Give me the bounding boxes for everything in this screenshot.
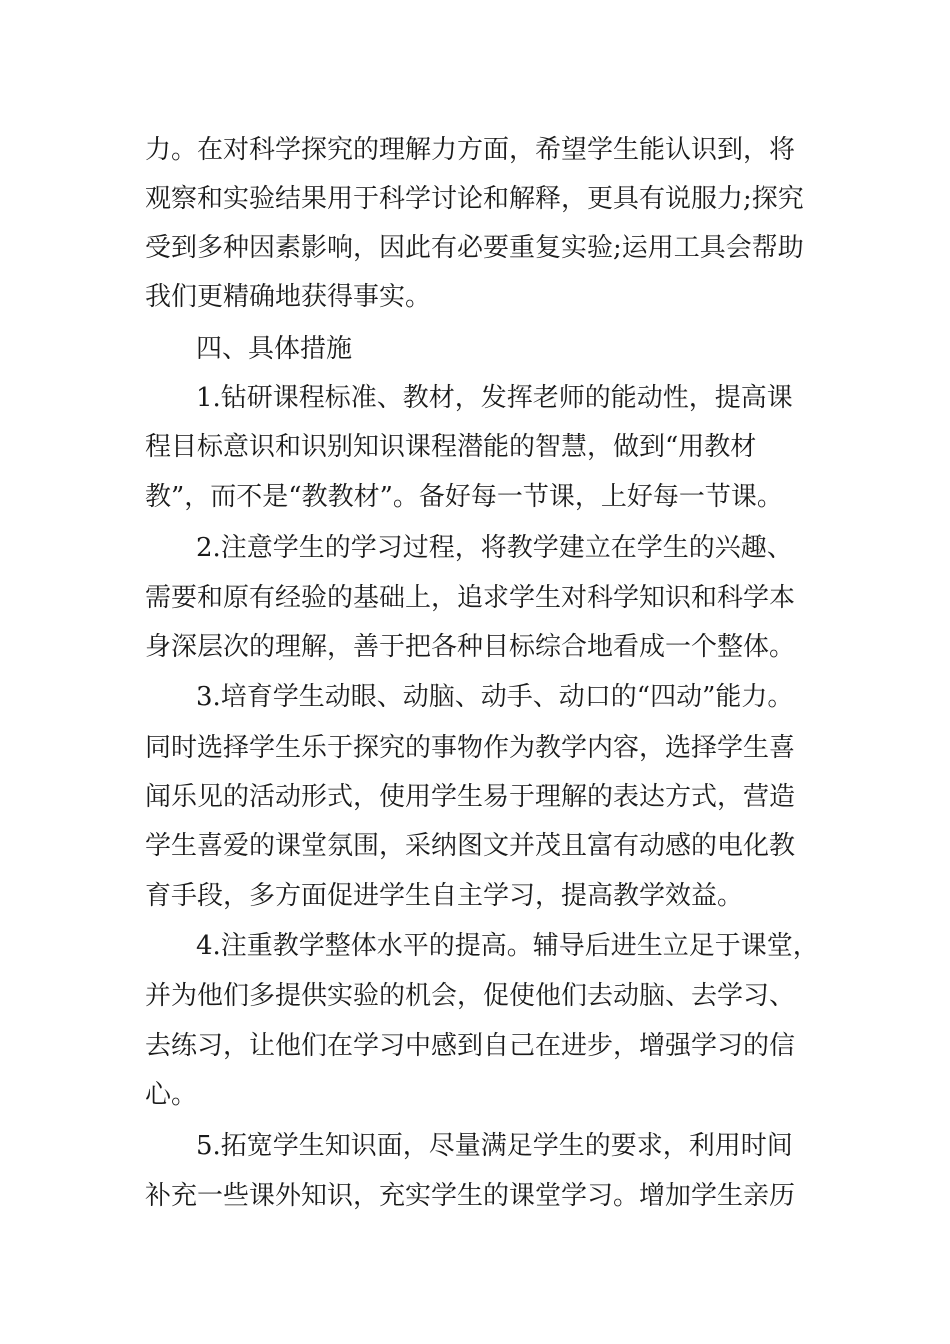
text-line: 并为他们多提供实验的机会，促使他们去动脑、去学习、 [145,981,796,1011]
text-line: 补充一些课外知识，充实学生的课堂学习。增加学生亲历 [145,1181,796,1211]
text-line: 受到多种因素影响，因此有必要重复实验;运用工具会帮助 [145,233,804,263]
text-line: 去练习，让他们在学习中感到自己在进步，增强学习的信 [145,1031,796,1061]
text-line: 程目标意识和识别知识课程潜能的智慧，做到“用教材 [145,432,757,462]
text-line: 2.注意学生的学习过程，将教学建立在学生的兴趣、 [196,533,793,563]
text-line: 同时选择学生乐于探究的事物作为教学内容，选择学生喜 [145,733,796,763]
text-line: 4.注重教学整体水平的提高。辅导后进生立足于课堂， [196,931,819,961]
text-line: 学生喜爱的课堂氛围，采纳图文并茂且富有动感的电化教 [145,831,796,861]
text-line: 我们更精确地获得事实。 [145,282,432,312]
text-line: 育手段，多方面促进学生自主学习，提高教学效益。 [145,881,744,911]
text-line: 力。在对科学探究的理解力方面，希望学生能认识到，将 [145,135,796,165]
text-line: 身深层次的理解，善于把各种目标综合地看成一个整体。 [145,632,796,662]
text-line: 1.钻研课程标准、教材，发挥老师的能动性，提高课 [196,383,793,413]
text-line: 5.拓宽学生知识面，尽量满足学生的要求，利用时间 [196,1131,793,1161]
section-heading: 四、具体措施 [196,334,353,364]
text-line: 观察和实验结果用于科学讨论和解释，更具有说服力;探究 [145,184,804,214]
text-line: 心。 [145,1080,198,1110]
text-line: 3.培育学生动眼、动脑、动手、动口的“四动”能力。 [196,682,794,712]
text-line: 需要和原有经验的基础上，追求学生对科学知识和科学本 [145,583,796,613]
text-line: 教”，而不是“教教材”。备好每一节课，上好每一节课。 [145,482,783,512]
text-line: 闻乐见的活动形式，使用学生易于理解的表达方式，营造 [145,782,796,812]
